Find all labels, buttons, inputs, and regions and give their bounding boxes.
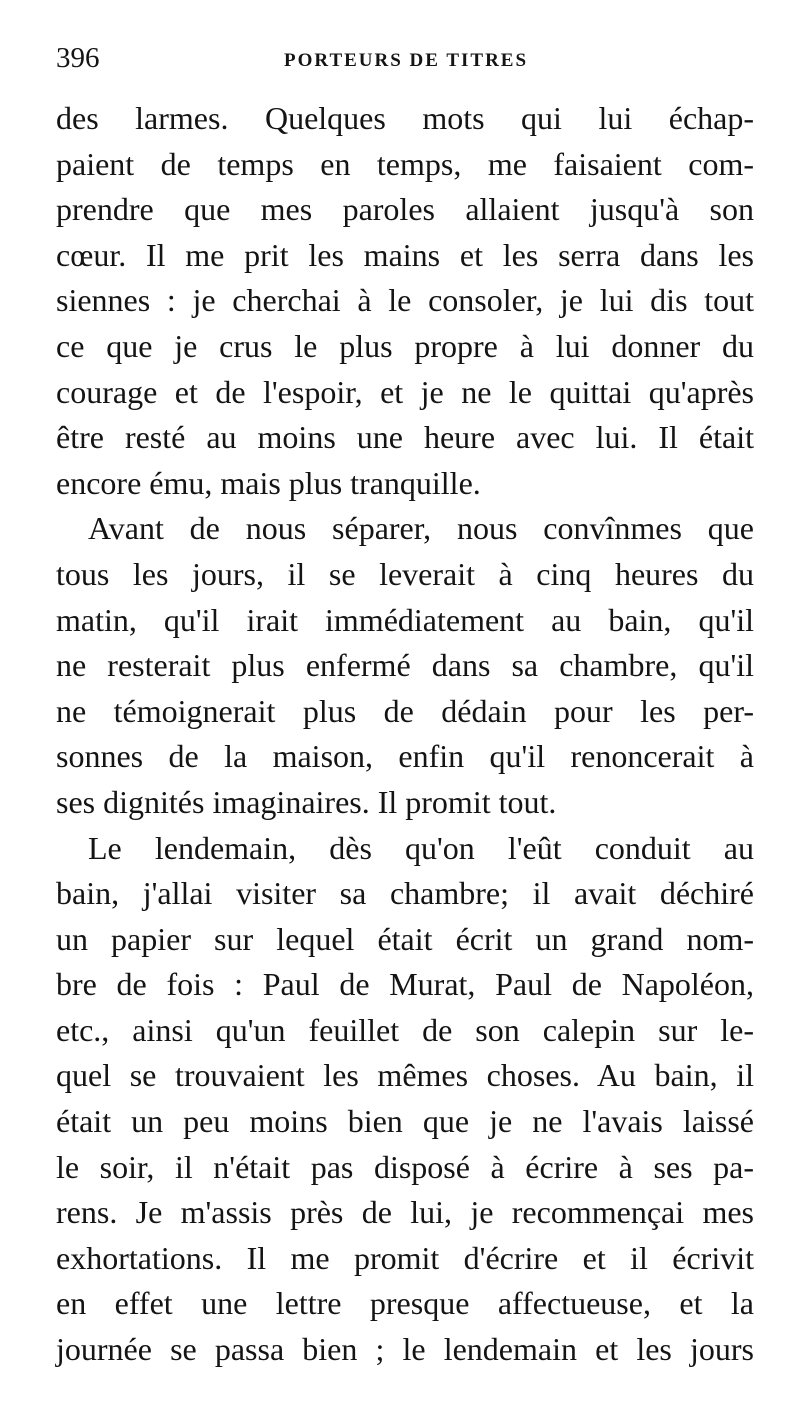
- text-line: encore ému, mais plus tranquille.: [56, 464, 481, 501]
- text-line: bain, j'allai visiter sa chambre; il avait déchiré: [56, 875, 754, 912]
- text-line: ce que je crus le plus propre à lui donner du: [56, 327, 754, 364]
- text-line: courage et de l'espoir, et je ne le quittai qu'après: [56, 373, 754, 410]
- text-line: était un peu moins bien que je ne l'avais laissé: [56, 1103, 754, 1140]
- text-line: être resté au moins une heure avec lui. Il était: [56, 419, 754, 456]
- text-line: quel se trouvaient les mêmes choses. Au bain, il: [56, 1057, 754, 1094]
- body-text: [56, 96, 754, 1373]
- text-line: rens. Je m'assis près de lui, je recommençai mes: [56, 1194, 754, 1231]
- page-number: 396: [56, 42, 100, 74]
- running-title: PORTEURS DE TITRES: [284, 50, 529, 71]
- text-line: ses dignités imaginaires. Il promit tout.: [56, 783, 557, 820]
- text-line: matin, qu'il irait immédiatement au bain, qu'il: [56, 601, 754, 638]
- text-line: Le lendemain, dès qu'on l'eût conduit au: [88, 829, 754, 866]
- page-header: [56, 42, 756, 82]
- text-line: siennes : je cherchai à le consoler, je lui dis tout: [56, 282, 754, 319]
- text-line: bre de fois : Paul de Murat, Paul de Napoléon,: [56, 966, 754, 1003]
- text-line: tous les jours, il se leverait à cinq heures du: [56, 555, 754, 592]
- text-line: un papier sur lequel était écrit un grand nom-: [56, 920, 754, 957]
- text-line: journée se passa bien ; le lendemain et les jours: [56, 1331, 754, 1368]
- text-line: le soir, il n'était pas disposé à écrire à ses pa-: [56, 1148, 754, 1185]
- text-line: exhortations. Il me promit d'écrire et il écrivit: [56, 1239, 754, 1276]
- text-line: des larmes. Quelques mots qui lui échap-: [56, 100, 754, 136]
- text-line: ne resterait plus enfermé dans sa chambre, qu'il: [56, 647, 754, 684]
- text-line: ne témoignerait plus de dédain pour les per-: [56, 692, 754, 729]
- text-line: sonnes de la maison, enfin qu'il renoncerait à: [56, 738, 754, 775]
- text-line: paient de temps en temps, me faisaient com-: [56, 145, 754, 182]
- text-line: etc., ainsi qu'un feuillet de son calepin sur le-: [56, 1011, 754, 1048]
- text-line: cœur. Il me prit les mains et les serra dans les: [56, 236, 754, 273]
- text-line: prendre que mes paroles allaient jusqu'à son: [56, 191, 754, 228]
- text-line: Avant de nous séparer, nous convînmes que: [88, 510, 754, 547]
- text-line: en effet une lettre presque affectueuse, et la: [56, 1285, 754, 1322]
